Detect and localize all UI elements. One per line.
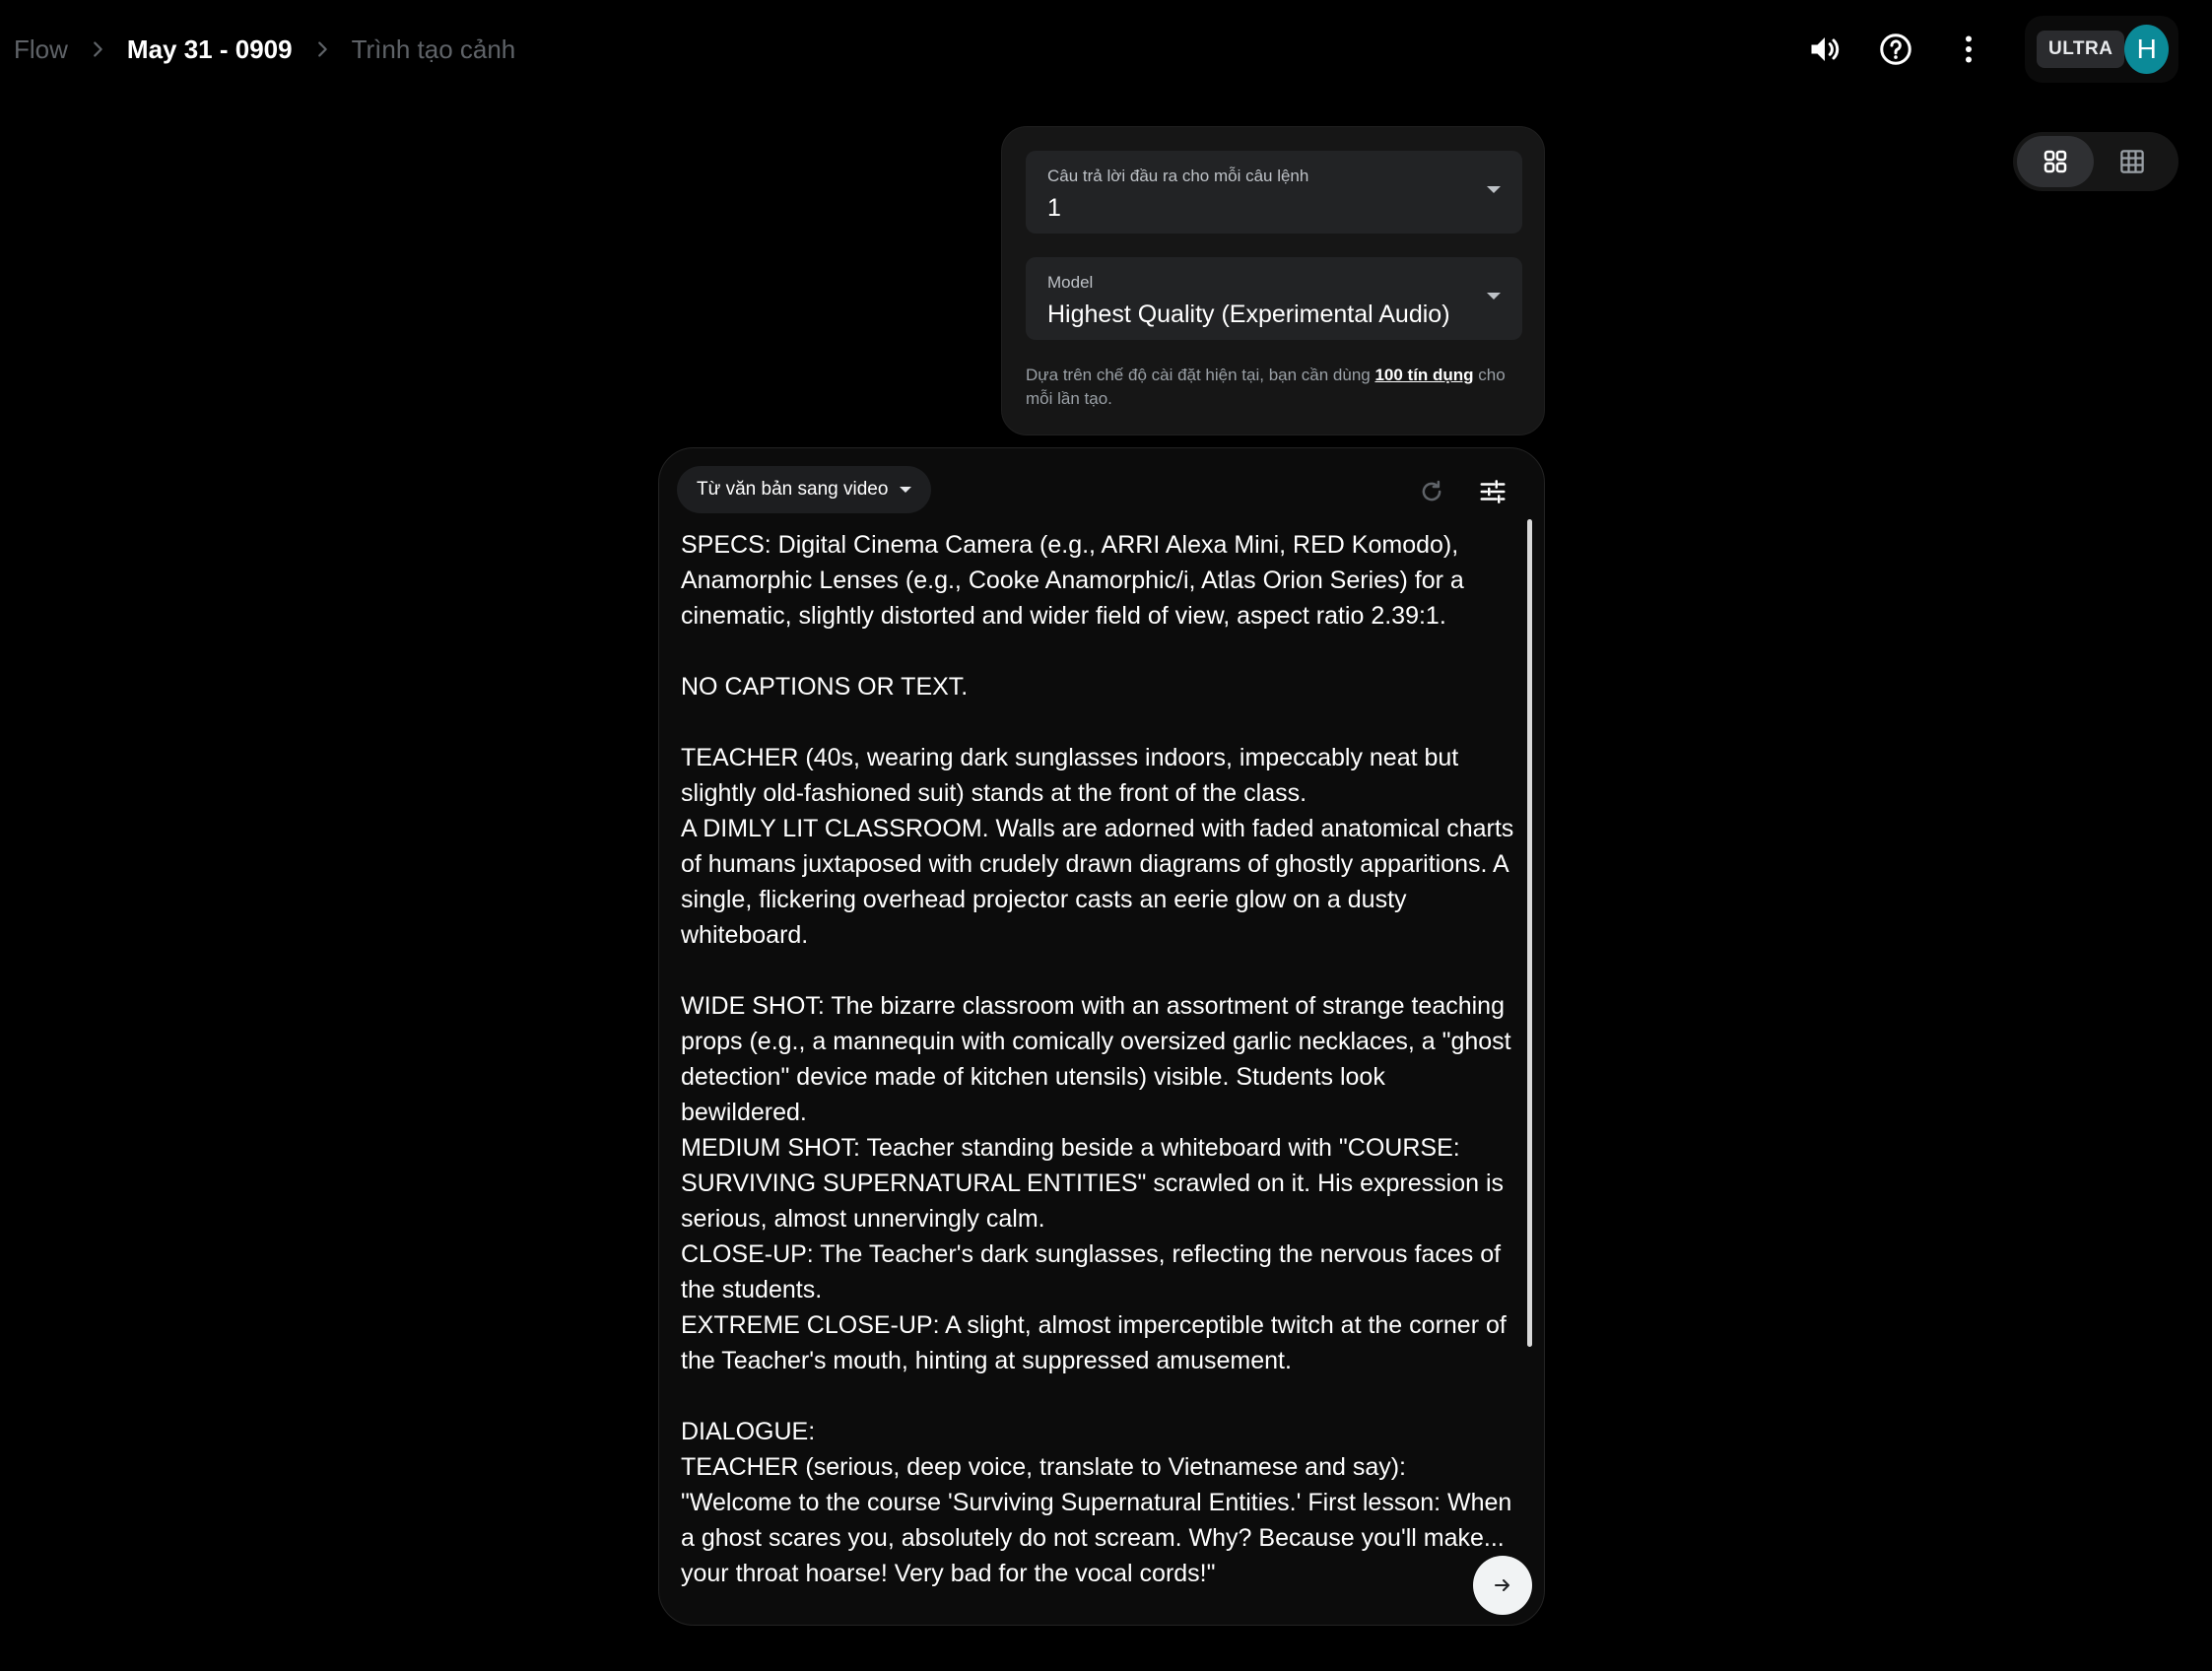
avatar[interactable]: H (2124, 25, 2169, 74)
prompt-panel (658, 447, 1545, 1626)
dropdown-arrow-icon (1487, 293, 1501, 300)
tune-icon[interactable] (1473, 472, 1512, 511)
outputs-label: Câu trả lời đầu ra cho mỗi câu lệnh (1047, 167, 1309, 185)
mode-select[interactable] (677, 466, 931, 513)
model-select[interactable] (1026, 257, 1522, 340)
plan-badge: ULTRA (2037, 31, 2124, 68)
scrollbar[interactable] (1527, 519, 1532, 1347)
breadcrumb-flow[interactable]: Flow (14, 33, 68, 64)
breadcrumb-scene-builder[interactable]: Trình tạo cảnh (351, 33, 516, 64)
credit-note-suffix: cho mỗi lần tạo. (1026, 366, 1506, 408)
dropdown-arrow-icon (900, 487, 911, 493)
send-button[interactable] (1473, 1556, 1532, 1615)
refresh-icon[interactable] (1412, 472, 1451, 511)
breadcrumb-project[interactable]: May 31 - 0909 (126, 33, 293, 64)
volume-icon[interactable] (1803, 28, 1846, 71)
more-vert-icon[interactable] (1947, 28, 1990, 71)
grid-large-icon[interactable] (2017, 136, 2094, 187)
help-icon[interactable] (1874, 28, 1917, 71)
chevron-right-icon (293, 38, 352, 60)
dropdown-arrow-icon (1487, 186, 1501, 193)
account-area (2025, 16, 2178, 83)
outputs-per-prompt-select[interactable] (1026, 151, 1522, 234)
breadcrumb (14, 30, 515, 69)
credit-link[interactable]: 100 tín dụng (1374, 366, 1474, 384)
grid-small-icon[interactable] (2094, 136, 2171, 187)
credit-note (1026, 364, 1528, 411)
model-value: Highest Quality (Experimental Audio) (1047, 301, 1450, 328)
outputs-value: 1 (1047, 194, 1061, 222)
top-bar (0, 0, 2212, 99)
arrow-right-icon (1491, 1573, 1514, 1597)
settings-panel (1001, 126, 1545, 435)
mode-label: Từ văn bản sang video (697, 479, 889, 500)
credit-note-prefix: Dựa trên chế độ cài đặt hiện tại, bạn cần dùng (1026, 366, 1375, 384)
model-label: Model (1047, 273, 1094, 292)
chevron-right-icon (68, 38, 127, 60)
prompt-textarea[interactable]: SPECS: Digital Cinema Camera (e.g., ARRI Alexa Mini, RED Komodo), Anamorphic Lenses (e.g., Cooke Anamorphic/i, Atlas Orion Series) for a cinematic, slightly distorted and wider field of view, aspect ratio 2.39:1. NO CAPTIONS OR TEXT. TEACHER (40s, wearing dark sunglasses indoors, impeccably neat but slightly old-fashioned suit) stands at the front of the class. A DIMLY LIT CLASSROOM. Walls are adorned with faded anatomical charts of humans juxtaposed with crudely drawn diagrams of ghostly apparitions. A single, flickering overhead projector casts an eerie glow on a dusty whiteboard. WIDE SHOT: The bizarre classroom with an assortment of strange teaching props (e.g., a mannequin with comically oversized garlic necklaces, a "ghost detection" device made of kitchen utensils) visible. Students look bewildered. MEDIUM SHOT: Teacher standing beside a whiteboard with "COURSE: SURVIVING SUPERNATURAL ENTITIES" scrawled on it. His expression is serious, almost unnervingly calm. CLOSE-UP: The Teacher's dark sunglasses, reflecting the nervous faces of the students. EXTREME CLOSE-UP: A slight, almost imperceptible twitch at the corner of the Teacher's mouth, hinting at suppressed amusement. DIALOGUE: TEACHER (serious, deep voice, translate to Vietnamese and say): "Welcome to the course 'Surviving Supernatural Entities.' First lesson: When a ghost scares you, absolutely do not scream. Why? Because you'll make... your throat hoarse! Very bad for the vocal cords!" (681, 531, 1514, 1587)
view-toggle (2013, 132, 2178, 191)
